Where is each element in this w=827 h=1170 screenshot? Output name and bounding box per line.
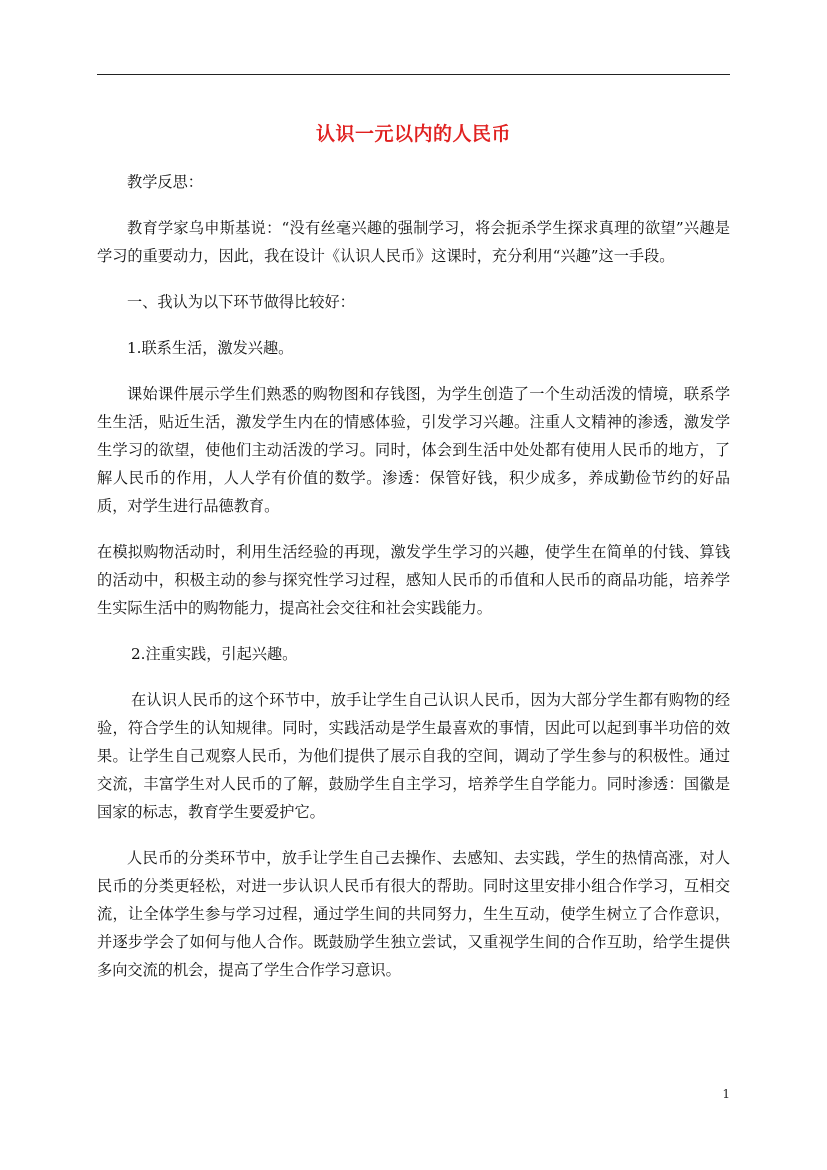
paragraph-shopping-activity: 在模拟购物活动时，利用生活经验的再现，激发学生学习的兴趣，使学生在简单的付钱、算钱的活动中，积极主动的参与探究性学习过程，感知人民币的币值和人民币的商品功能，培养学生实际生活中的购物能力，提高社会交往和社会实践能力。: [97, 543, 730, 617]
paragraph-point-2-heading: 2.注重实践，引起兴趣。: [131, 645, 298, 663]
paragraph-classification: 人民币的分类环节中，放手让学生自己去操作、去感知、去实践，学生的热情高涨，对人民币的分类更轻松，对进一步认识人民币有很大的帮助。同时这里安排小组合作学习，互相交流，让全体学生参与学习过程，通过学生间的共同努力，生生互动，使学生树立了合作意识，并逐步学会了如何与他人合作。既鼓励学生独立尝试，又重视学生间的合作互助，给学生提供多向交流的机会，提高了学生合作学习意识。: [97, 849, 730, 979]
paragraph-reflection-heading: 教学反思：: [127, 173, 203, 191]
paragraph-section-heading: 一、我认为以下环节做得比较好：: [127, 293, 355, 311]
document-title: 认识一元以内的人民币: [315, 123, 511, 145]
document-body: [97, 168, 730, 1002]
paragraph-point-2-body: 在认识人民币的这个环节中，放手让学生自己认识人民币，因为大部分学生都有购物的经验，符合学生的认知规律。同时，实践活动是学生最喜欢的事情，因此可以起到事半功倍的效果。让学生自己观察人民币，为他们提供了展示自我的空间，调动了学生参与的积极性。通过交流，丰富学生对人民币的了解，鼓励学生自主学习，培养学生自学能力。同时渗透：国徽是国家的标志，教育学生要爱护它。: [97, 691, 730, 821]
paragraph-intro: 教育学家乌申斯基说：“没有丝毫兴趣的强制学习，将会扼杀学生探求真理的欲望”兴趣是学习的重要动力，因此，我在设计《认识人民币》这课时，充分利用“兴趣”这一手段。: [97, 219, 730, 265]
paragraph-point-1-body: 课始课件展示学生们熟悉的购物图和存钱图，为学生创造了一个生动活泼的情境，联系学生生活，贴近生活，激发学生内在的情感体验，引发学习兴趣。注重人文精神的渗透，激发学生学习的欲望，使他们主动活泼的学习。同时，体会到生活中处处都有使用人民币的地方，了解人民币的作用，人人学有价值的数学。渗透：保管好钱，积少成多，养成勤俭节约的好品质，对学生进行品德教育。: [97, 385, 730, 515]
header-rule: [97, 74, 730, 75]
paragraph-point-1-heading: 1.联系生活，激发兴趣。: [127, 339, 294, 357]
page-number: 1: [722, 1087, 730, 1101]
